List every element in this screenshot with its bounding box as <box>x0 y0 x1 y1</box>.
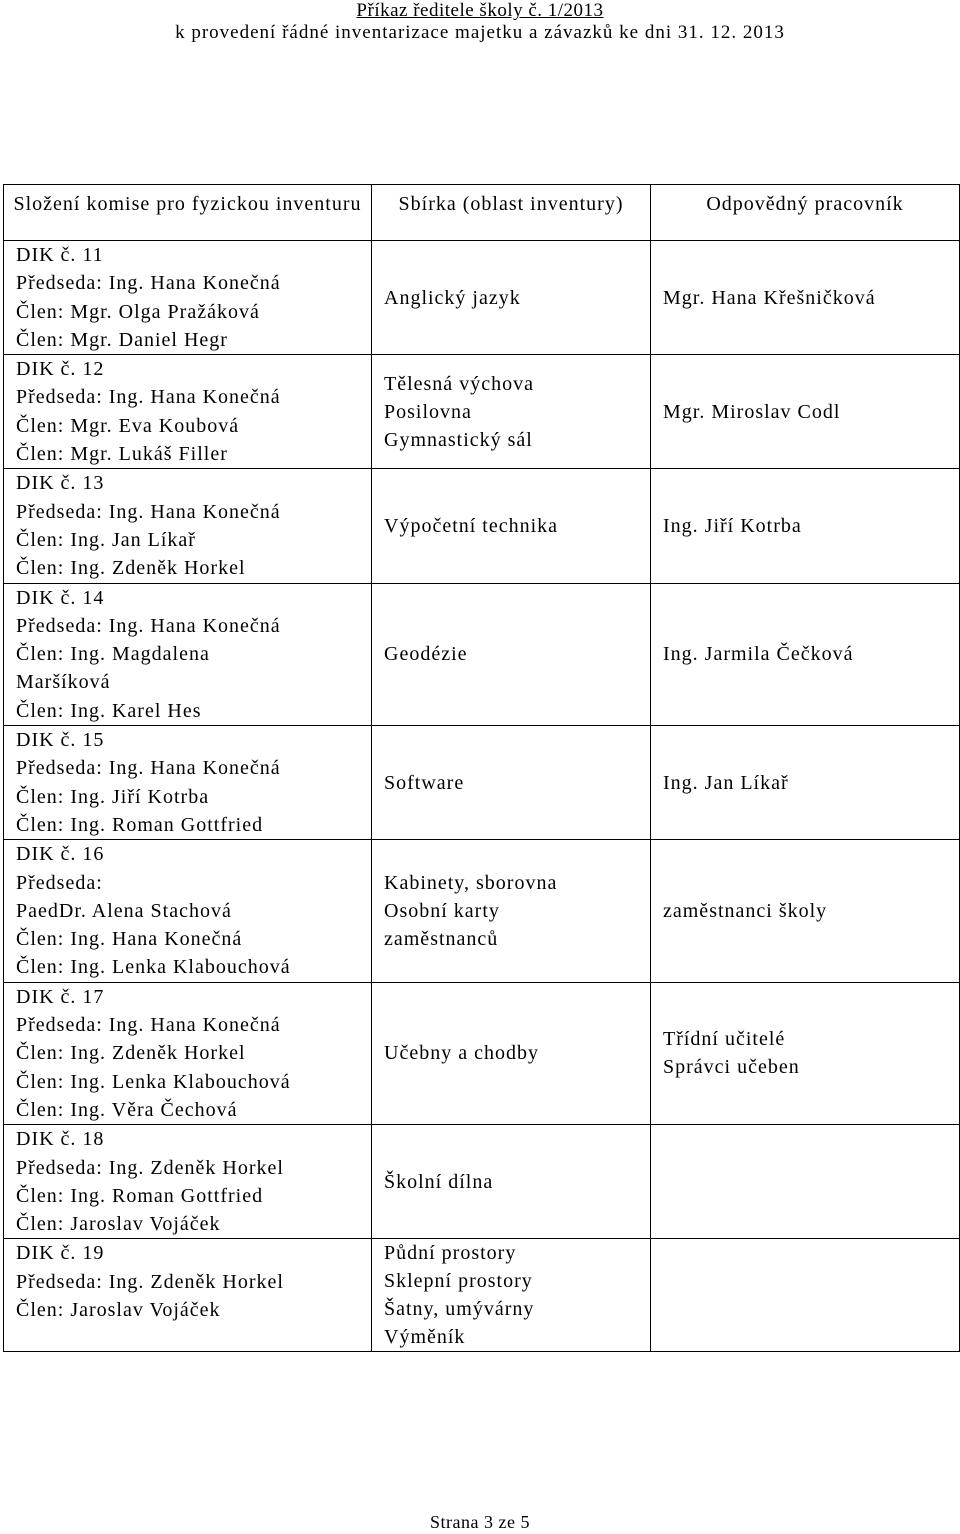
responsible-line: Správci učeben <box>663 1056 800 1079</box>
collection-line: zaměstnanců <box>384 927 499 950</box>
commission-line: Člen: Mgr. Lukáš Filler <box>16 443 228 466</box>
commission-line: Člen: Mgr. Eva Koubová <box>16 414 240 437</box>
collection-cell <box>372 1239 651 1352</box>
responsible-line: zaměstnanci školy <box>663 899 828 922</box>
commission-line: Člen: Ing. Zdeněk Horkel <box>16 557 246 580</box>
commission-line: Předseda: Ing. Hana Konečná <box>16 386 281 409</box>
commission-line: Předseda: Ing. Hana Konečná <box>16 272 281 295</box>
collection-cell <box>372 241 651 355</box>
commission-line: Předseda: Ing. Zdeněk Horkel <box>16 1156 284 1179</box>
collection-line: Kabinety, sborovna <box>384 871 558 894</box>
collection-line: Výměník <box>384 1326 466 1349</box>
collection-cell <box>372 355 651 469</box>
table-row <box>4 355 960 469</box>
commission-line: Předseda: <box>16 871 103 894</box>
page-number: Strana 3 ze 5 <box>430 1512 530 1532</box>
commission-line: Člen: Jaroslav Vojáček <box>16 1298 221 1321</box>
responsible-line: Mgr. Hana Křešničková <box>663 286 876 309</box>
commission-line: DIK č. 14 <box>16 586 105 609</box>
commission-line: Člen: Ing. Lenka Klabouchová <box>16 956 291 979</box>
commission-cell <box>4 241 372 355</box>
collection-cell <box>372 726 651 840</box>
commission-line: Člen: Ing. Roman Gottfried <box>16 813 264 836</box>
collection-cell <box>372 840 651 982</box>
table-row <box>4 982 960 1124</box>
responsible-cell <box>651 583 960 725</box>
collection-line: Anglický jazyk <box>384 286 521 309</box>
document-title: Příkaz ředitele školy č. 1/2013 <box>356 0 604 21</box>
collection-line: Učebny a chodby <box>384 1042 539 1065</box>
commission-cell <box>4 1125 372 1239</box>
table-header-row <box>4 185 960 241</box>
commission-line: Předseda: Ing. Hana Konečná <box>16 1014 281 1037</box>
table-row <box>4 1239 960 1352</box>
commission-cell <box>4 469 372 583</box>
responsible-cell <box>651 840 960 982</box>
commission-cell <box>4 840 372 982</box>
document-subtitle: k provedení řádné inventarizace majetku a závazků ke dni 31. 12. 2013 <box>175 22 785 43</box>
collection-line: Geodézie <box>384 643 468 666</box>
collection-line: Šatny, umývárny <box>384 1298 535 1321</box>
responsible-line: Třídní učitelé <box>663 1028 786 1051</box>
commission-line: DIK č. 11 <box>16 244 104 266</box>
responsible-cell <box>651 726 960 840</box>
responsible-cell <box>651 1125 960 1239</box>
responsible-cell <box>651 982 960 1124</box>
responsible-line: Ing. Jiří Kotrba <box>663 514 802 537</box>
collection-line: Výpočetní technika <box>384 514 559 537</box>
header-responsible: Odpovědný pracovník <box>651 185 960 241</box>
commission-line: DIK č. 17 <box>16 985 105 1008</box>
commission-line: Člen: Ing. Jan Líkař <box>16 528 196 551</box>
commission-line: Předseda: Ing. Zdeněk Horkel <box>16 1270 284 1293</box>
collection-cell <box>372 469 651 583</box>
commission-line: DIK č. 12 <box>16 358 105 381</box>
commission-line: Člen: Ing. Magdalena <box>16 643 210 666</box>
responsible-cell <box>651 1239 960 1352</box>
commission-line: Člen: Ing. Roman Gottfried <box>16 1184 264 1207</box>
commission-line: DIK č. 18 <box>16 1128 105 1151</box>
commission-line: Předseda: Ing. Hana Konečná <box>16 500 281 523</box>
commission-line: PaedDr. Alena Stachová <box>16 899 232 922</box>
commission-line: Člen: Ing. Hana Konečná <box>16 928 243 951</box>
commission-line: DIK č. 19 <box>16 1242 105 1265</box>
commission-line: Člen: Ing. Jiří Kotrba <box>16 785 210 808</box>
inventory-table <box>3 184 960 1352</box>
collection-line: Sklepní prostory <box>384 1270 533 1293</box>
collection-line: Osobní karty <box>384 899 500 922</box>
commission-line: Maršíková <box>16 671 111 694</box>
table-row <box>4 241 960 355</box>
commission-line: Předseda: Ing. Hana Konečná <box>16 614 281 637</box>
responsible-cell <box>651 469 960 583</box>
commission-cell <box>4 583 372 725</box>
collection-cell <box>372 982 651 1124</box>
commission-line: Člen: Ing. Karel Hes <box>16 699 202 722</box>
commission-cell <box>4 1239 372 1352</box>
header-collection: Sbírka (oblast inventury) <box>372 185 651 241</box>
collection-line: Software <box>384 771 465 794</box>
responsible-line: Ing. Jan Líkař <box>663 771 789 794</box>
collection-line: Gymnastický sál <box>384 428 533 451</box>
commission-line: Člen: Mgr. Daniel Hegr <box>16 328 228 351</box>
table-row <box>4 583 960 725</box>
commission-line: Člen: Ing. Zdeněk Horkel <box>16 1042 246 1065</box>
responsible-line: Ing. Jarmila Čečková <box>663 643 854 666</box>
commission-cell <box>4 982 372 1124</box>
collection-line: Školní dílna <box>384 1170 494 1193</box>
commission-line: Člen: Jaroslav Vojáček <box>16 1213 221 1236</box>
collection-line: Posilovna <box>384 400 472 423</box>
table-row <box>4 840 960 982</box>
table-row <box>4 726 960 840</box>
commission-line: Člen: Ing. Věra Čechová <box>16 1098 238 1121</box>
responsible-line: Mgr. Miroslav Codl <box>663 400 841 423</box>
responsible-cell <box>651 241 960 355</box>
table-row <box>4 1125 960 1239</box>
table-row <box>4 469 960 583</box>
commission-cell <box>4 726 372 840</box>
collection-cell <box>372 1125 651 1239</box>
collection-cell <box>372 583 651 725</box>
commission-line: Člen: Ing. Lenka Klabouchová <box>16 1070 291 1093</box>
responsible-cell <box>651 355 960 469</box>
commission-line: Předseda: Ing. Hana Konečná <box>16 757 281 780</box>
header-commission: Složení komise pro fyzickou inventuru <box>4 185 372 241</box>
commission-line: DIK č. 15 <box>16 729 105 752</box>
commission-line: DIK č. 13 <box>16 472 105 495</box>
commission-cell <box>4 355 372 469</box>
collection-line: Půdní prostory <box>384 1242 517 1265</box>
collection-line: Tělesná výchova <box>384 372 534 395</box>
commission-line: DIK č. 16 <box>16 843 105 866</box>
commission-line: Člen: Mgr. Olga Pražáková <box>16 300 260 323</box>
